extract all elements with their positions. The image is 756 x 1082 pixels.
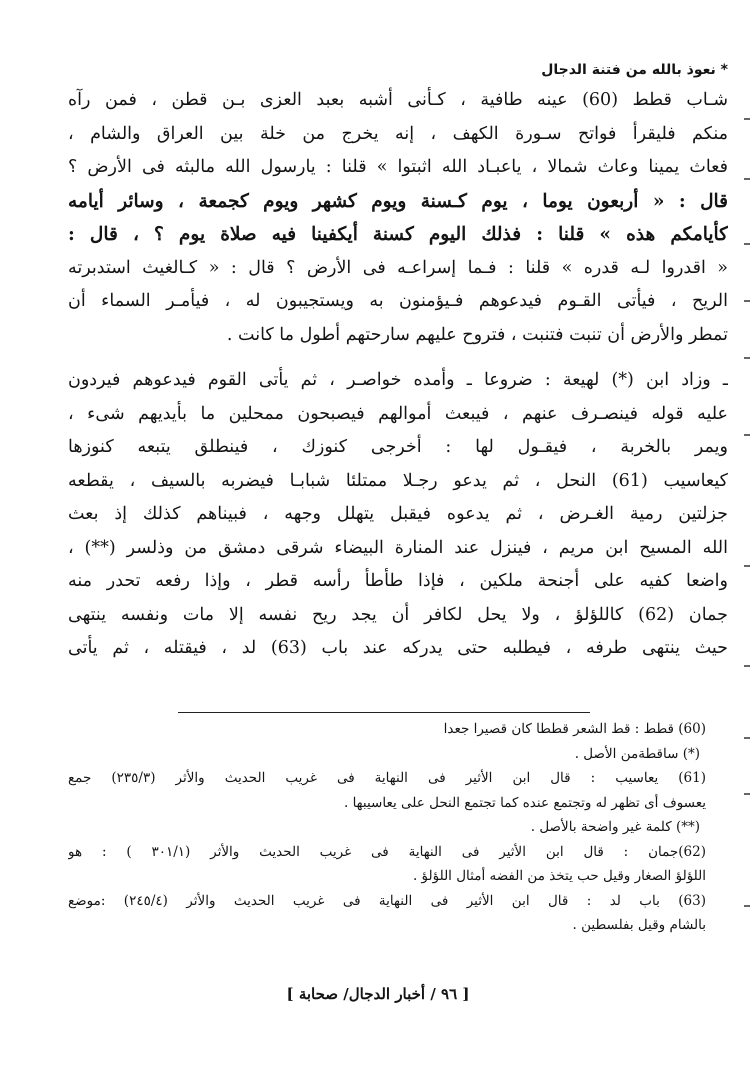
footnotes bbox=[68, 717, 706, 938]
scan-speck bbox=[744, 565, 750, 567]
scan-speck bbox=[744, 434, 750, 436]
footnote-line: (60) قطط : قط الشعر قططا كان قصيرا جعدا bbox=[443, 721, 706, 737]
text-line: عليه قوله فينصـرف عنهم ، فيبعث أموالهم فيصبحون ممحلين ما بأيديهم شىء ، bbox=[68, 403, 728, 424]
text-line: كأيامكم هذه » قلنا : فذلك اليوم كسنة أيكفينا فيه صلاة يوم ؟ ، قال : bbox=[68, 224, 728, 245]
text-line: قال : « أربعون يوما ، يوم كـسنة ويوم كشهر ويوم كجمعة ، وسائر أيامه bbox=[68, 190, 728, 212]
text-line: ويمر بالخربة ، فيقـول لها : أخرجى كنوزك ، فينطلق يتبعه كنوزها bbox=[68, 437, 728, 457]
footnote-line: (63) باب لد : قال ابن الأثير فى النهاية فى غريب الحديث والأثر (٢٤٥/٤) :موضع bbox=[68, 892, 706, 909]
footnote-line: (*) ساقطةمن الأصل . bbox=[574, 745, 700, 762]
text-line: منكم فليقرأ فواتح سـورة الكهف ، إنه يخرج من خلة بين العراق والشام ، bbox=[68, 123, 728, 144]
paragraph-2 bbox=[68, 364, 728, 666]
footnote-line: (**) كلمة غير واضحة بالأصل . bbox=[530, 819, 700, 835]
text-line: تمطر والأرض أن تنبت فتنبت ، فتروح عليهم سارحتهم أطول ما كانت . bbox=[226, 324, 728, 345]
text-line: الله المسيح ابن مريم ، فينزل عند المنارة البيضاء شرقى دمشق من وذلسر (**) ، bbox=[68, 537, 728, 558]
text-line: « اقدروا لـه قدره » قلنا : فـما إسراعـه فى الأرض ؟ قال : « كـالغيث استدبرته bbox=[68, 257, 728, 278]
footnote-line: اللؤلؤ الصغار وقيل حب يتخذ من الفضه أمثال اللؤلؤ . bbox=[412, 868, 706, 884]
text-line: جمان (62) كاللؤلؤ ، ولا يحل لكافر أن يجد ريح نفسه إلا مات ونفسه ينتهى bbox=[68, 604, 728, 625]
page-footer: [ ٩٦ / أخبار الدجال/ صحابة ] bbox=[286, 985, 470, 1003]
footnote-line: بالشام وقيل بفلسطين . bbox=[572, 917, 706, 933]
scan-speck bbox=[744, 178, 750, 180]
footnote-line: (62)جمان : قال ابن الأثير فى النهاية فى غريب الحديث والأثر (٣٠١/١ ) : هو bbox=[68, 843, 706, 860]
scan-speck bbox=[744, 737, 750, 739]
scan-speck bbox=[744, 357, 750, 359]
scan-speck bbox=[744, 118, 750, 120]
footnote-line: (61) يعاسيب : قال ابن الأثير فى النهاية فى غريب الحديث والأثر (٢٣٥/٣) جمع bbox=[68, 770, 706, 786]
scan-speck bbox=[744, 665, 750, 667]
text-line: ـ وزاد ابن (*) لهيعة : ضروعا ـ وأمده خواصـر ، ثم يأتى القوم فيدعوهم فيردون bbox=[68, 370, 728, 390]
text-line: واضعا كفيه على أجنحة ملكين ، فإذا طأطأ رأسه قطر ، وإذا رفعه تحدر منه bbox=[68, 571, 728, 591]
paragraph-1 bbox=[68, 84, 728, 352]
text-line: حيث ينتهى طرفه ، فيطلبه حتى يدركه عند باب (63) لد ، فيقتله ، ثم يأتى bbox=[68, 638, 728, 658]
text-line: الريح ، فيأتى القـوم فيدعوهم فـيؤمنون به ويستجيبون له ، فيأمـر السماء أن bbox=[68, 291, 728, 311]
text-line: شـاب قطط (60) عينه طافية ، كـأنى أشبه بعبد العزى بـن قطن ، فمن رآه bbox=[68, 90, 728, 110]
main-text bbox=[68, 84, 728, 666]
text-line: جزلتين رمية الغـرض ، ثم يدعوه فيقبل يتهلل وجهه ، فبيناهم كذلك إذ بعث bbox=[68, 504, 728, 524]
text-line: كيعاسيب (61) النحل ، ثم يدعو رجـلا ممتلئا شبابـا فيضربه بالسيف ، يقطعه bbox=[68, 470, 728, 491]
footnote-line: يعسوف أى تظهر له وتجتمع عنده كما تجتمع النحل على يعاسيبها . bbox=[343, 794, 706, 811]
scan-speck bbox=[744, 793, 750, 795]
scan-speck bbox=[744, 300, 750, 302]
scan-speck bbox=[744, 905, 750, 907]
text-line: فعاث يمينا وعاث شمالا ، ياعبـاد الله اثبتوا » قلنا : يارسول الله مالبثه فى الأرض ؟ bbox=[68, 157, 728, 177]
scan-speck bbox=[744, 243, 750, 245]
running-header: * نعوذ بالله من فتنة الدجال bbox=[541, 62, 728, 78]
footnote-divider bbox=[178, 712, 590, 713]
